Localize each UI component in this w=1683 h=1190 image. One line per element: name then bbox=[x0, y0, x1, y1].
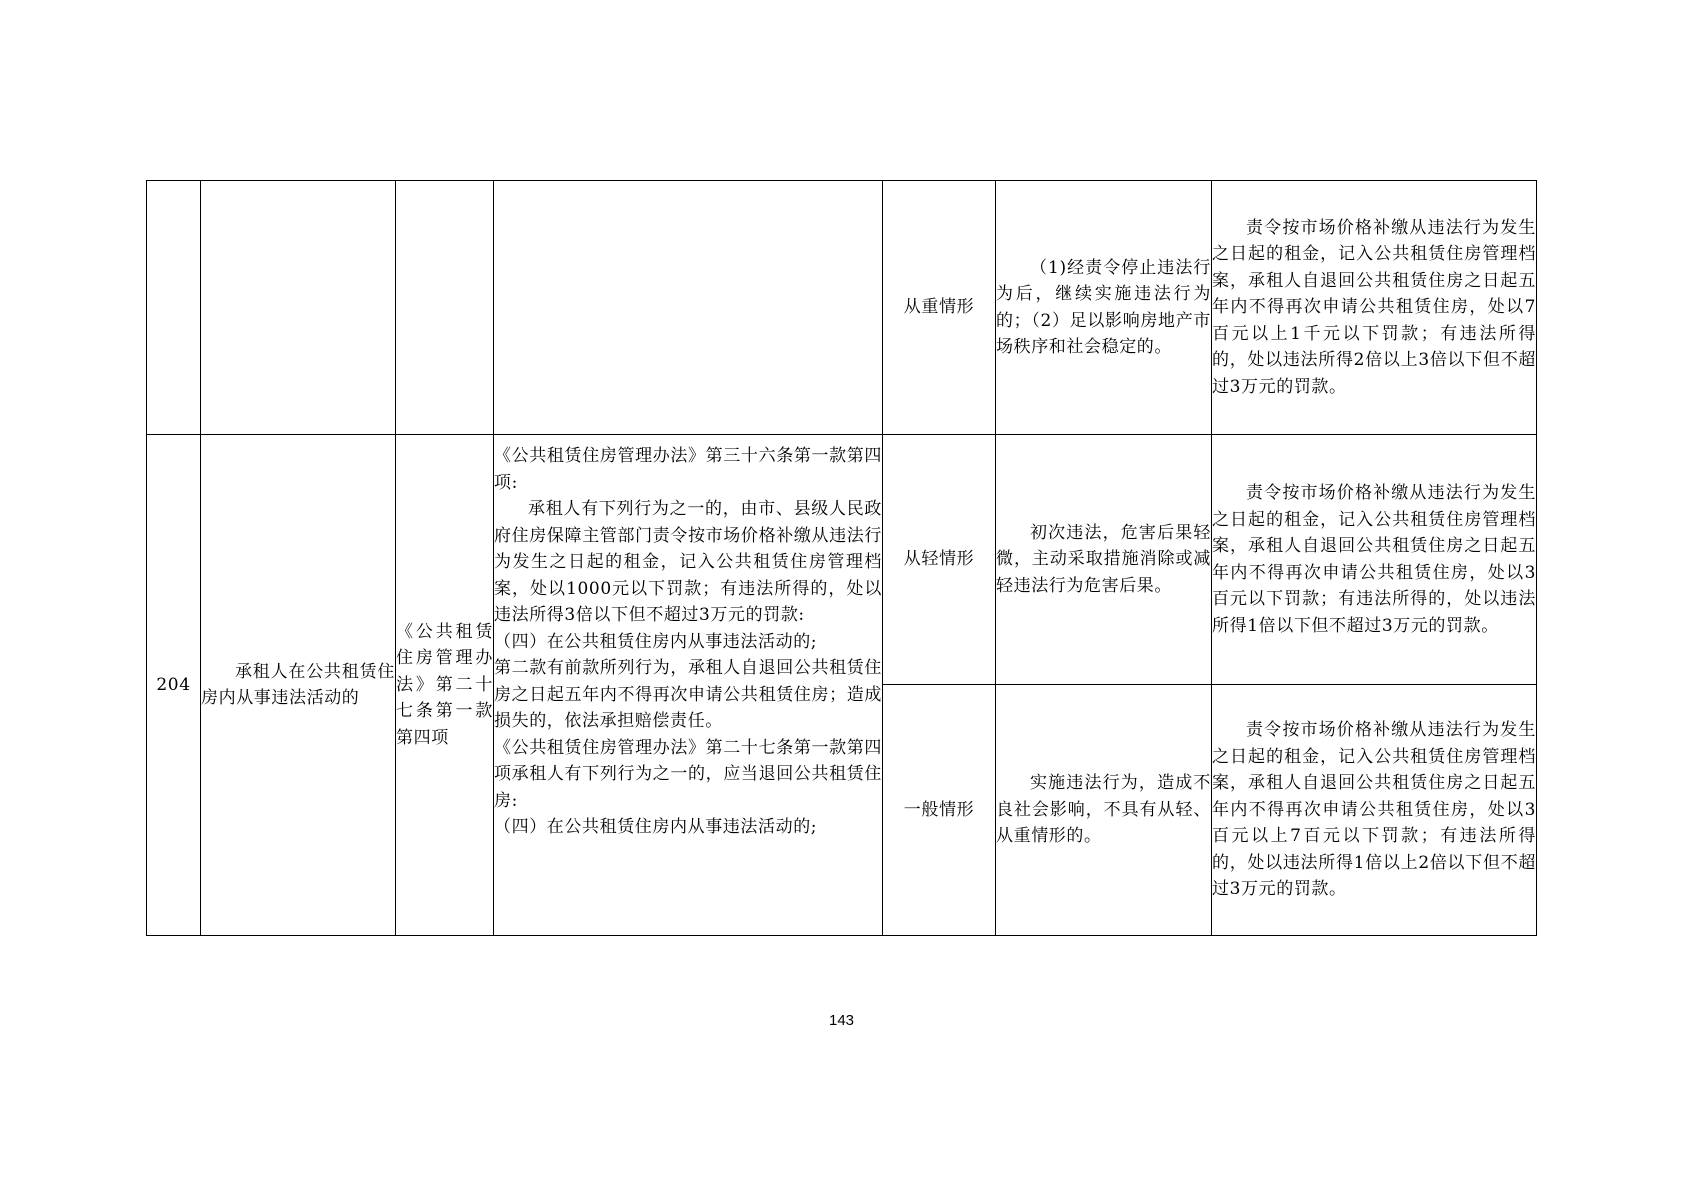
seq-cell: 204 bbox=[147, 435, 201, 936]
circumstance-criteria-cell: 初次违法，危害后果轻微，主动采取措施消除或减轻违法行为危害后果。 bbox=[996, 435, 1212, 685]
circumstance-criteria-cell: （1)经责令停止违法行为后，继续实施违法行为的；（2）足以影响房地产市场秩序和社会稳定的。 bbox=[996, 181, 1212, 435]
law-text-paragraph: 第二款有前款所列行为，承租人自退回公共租赁住房之日起五年内不得再次申请公共租赁住房；造成损失的，依法承担赔偿责任。 bbox=[494, 658, 882, 731]
law-text-paragraph: （四）在公共租赁住房内从事违法活动的; bbox=[494, 631, 818, 652]
violation-item-cell bbox=[201, 181, 396, 435]
law-text-paragraph: 《公共租赁住房管理办法》第二十七条第一款第四项承租人有下列行为之一的，应当退回公共租赁住房: bbox=[494, 737, 882, 811]
penalty-standard-cell: 责令按市场价格补缴从违法行为发生之日起的租金，记入公共租赁住房管理档案，承租人自退回公共租赁住房之日起五年内不得再次申请公共租赁住房，处以3百元以下罚款；有违法所得的，处以违法所得1倍以下但不超过3万元的罚款。 bbox=[1212, 435, 1537, 685]
law-text-paragraph: （四）在公共租赁住房内从事违法活动的; bbox=[494, 817, 818, 837]
penalty-standard-table bbox=[146, 180, 1537, 936]
penalty-standard-cell: 责令按市场价格补缴从违法行为发生之日起的租金，记入公共租赁住房管理档案，承租人自退回公共租赁住房之日起五年内不得再次申请公共租赁住房，处以3百元以上7百元以下罚款；有违法所得的，处以违法所得1倍以上2倍以下但不超过3万元的罚款。 bbox=[1212, 685, 1537, 936]
law-text-paragraph: 《公共租赁住房管理办法》第三十六条第一款第四项: bbox=[494, 446, 882, 493]
circumstance-level-cell: 一般情形 bbox=[883, 685, 996, 936]
penalty-standard-cell: 责令按市场价格补缴从违法行为发生之日起的租金，记入公共租赁住房管理档案，承租人自退回公共租赁住房之日起五年内不得再次申请公共租赁住房，处以7百元以上1千元以下罚款；有违法所得的，处以违法所得2倍以上3倍以下但不超过3万元的罚款。 bbox=[1212, 181, 1537, 435]
seq-cell bbox=[147, 181, 201, 435]
circumstance-criteria-cell: 实施违法行为，造成不良社会影响，不具有从轻、从重情形的。 bbox=[996, 685, 1212, 936]
law-text-paragraph: 承租人有下列行为之一的，由市、县级人民政府住房保障主管部门责令按市场价格补缴从违法行为发生之日起的租金，记入公共租赁住房管理档案，处以1000元以下罚款；有违法所得的，处以违法所得3倍以下但不超过3万元的罚款: bbox=[494, 499, 882, 625]
circumstance-level-cell: 从重情形 bbox=[883, 181, 996, 435]
circumstance-level-cell: 从轻情形 bbox=[883, 435, 996, 685]
law-text-cell bbox=[494, 435, 883, 936]
legal-basis-cell: 《公共租赁住房管理办法》第二十七条第一款第四项 bbox=[396, 435, 494, 936]
legal-basis-cell bbox=[396, 181, 494, 435]
table-row bbox=[147, 435, 1537, 685]
violation-item-cell: 承租人在公共租赁住房内从事违法活动的 bbox=[201, 435, 396, 936]
page-number: 143 bbox=[828, 1012, 855, 1029]
law-text-cell bbox=[494, 181, 883, 435]
table-row bbox=[147, 181, 1537, 435]
